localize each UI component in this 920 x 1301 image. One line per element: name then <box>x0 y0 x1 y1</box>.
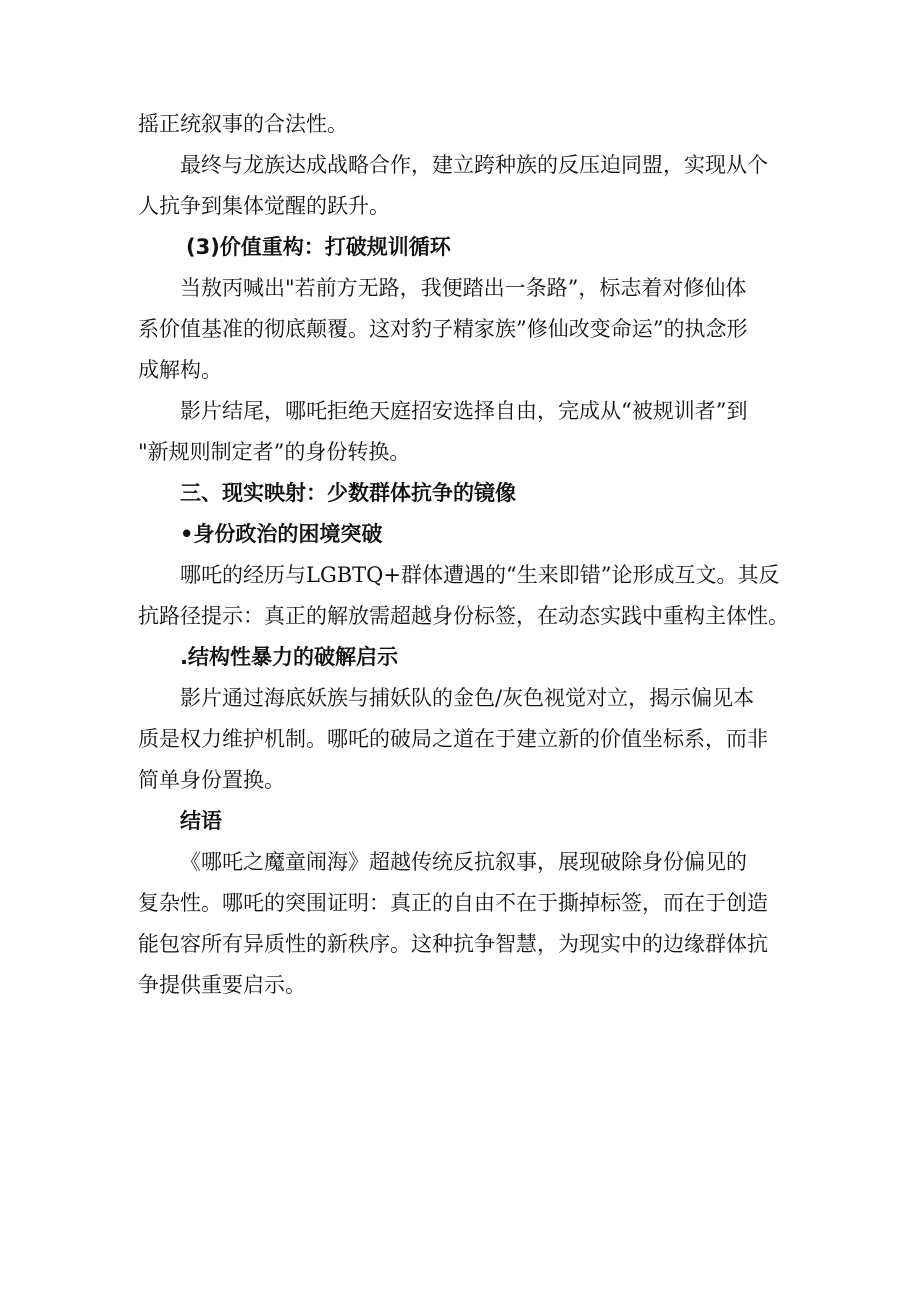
paragraph-line: 《哪吒之魔童闹海》超越传统反抗叙事，展现破除身份偏见的 <box>180 850 747 874</box>
paragraph-line: 人抗争到集体觉醒的跃升。 <box>138 194 390 218</box>
paragraph-line: 争提供重要启示。 <box>138 973 306 997</box>
paragraph-line: 影片结尾，哪吒拒绝天庭招安选择自由，完成从“被规训者”到 <box>180 399 748 423</box>
paragraph-line: 最终与龙族达成战略合作，建立跨种族的反压迫同盟，实现从个 <box>180 153 768 177</box>
section-heading: 三、现实映射：少数群体抗争的镜像 <box>180 481 516 505</box>
subsection-heading: (3)价值重构：打破规训循环 <box>186 235 451 259</box>
document-body <box>138 104 788 1006</box>
paragraph-line: 抗路径提示：真正的解放需超越身份标签，在动态实践中重构主体性。 <box>138 604 789 628</box>
paragraph-line: 复杂性。哪吒的突围证明：真正的自由不在于撕掉标签，而在于创造 <box>138 891 768 915</box>
paragraph-line: 系价值基准的彻底颠覆。这对豹子精家族”修仙改变命运”的执念形 <box>138 317 748 341</box>
paragraph-line: 质是权力维护机制。哪吒的破局之道在于建立新的价值坐标系，而非 <box>138 727 768 751</box>
paragraph-line: 摇正统叙事的合法性。 <box>138 112 348 136</box>
paragraph-line: 能包容所有异质性的新秩序。这种抗争智慧，为现实中的边缘群体抗 <box>138 932 768 956</box>
conclusion-heading: 结语 <box>180 809 222 833</box>
paragraph-line: 当敖丙喊出"若前方无路，我便踏出一条路”，标志着对修仙体 <box>180 276 747 300</box>
paragraph-line: "新规则制定者”的身份转换。 <box>138 440 411 464</box>
paragraph-line: 影片通过海底妖族与捕妖队的金色/灰色视觉对立，揭示偏见本 <box>180 686 755 710</box>
paragraph-line: 成解构。 <box>138 358 222 382</box>
paragraph-line: 哪吒的经历与LGBTQ+群体遭遇的“生来即错”论形成互文。其反 <box>180 563 780 587</box>
bullet-heading: .结构性暴力的破解启示 <box>180 645 398 669</box>
paragraph-line: 简单身份置换。 <box>138 768 285 792</box>
bullet-heading: •身份政治的困境突破 <box>180 522 383 546</box>
